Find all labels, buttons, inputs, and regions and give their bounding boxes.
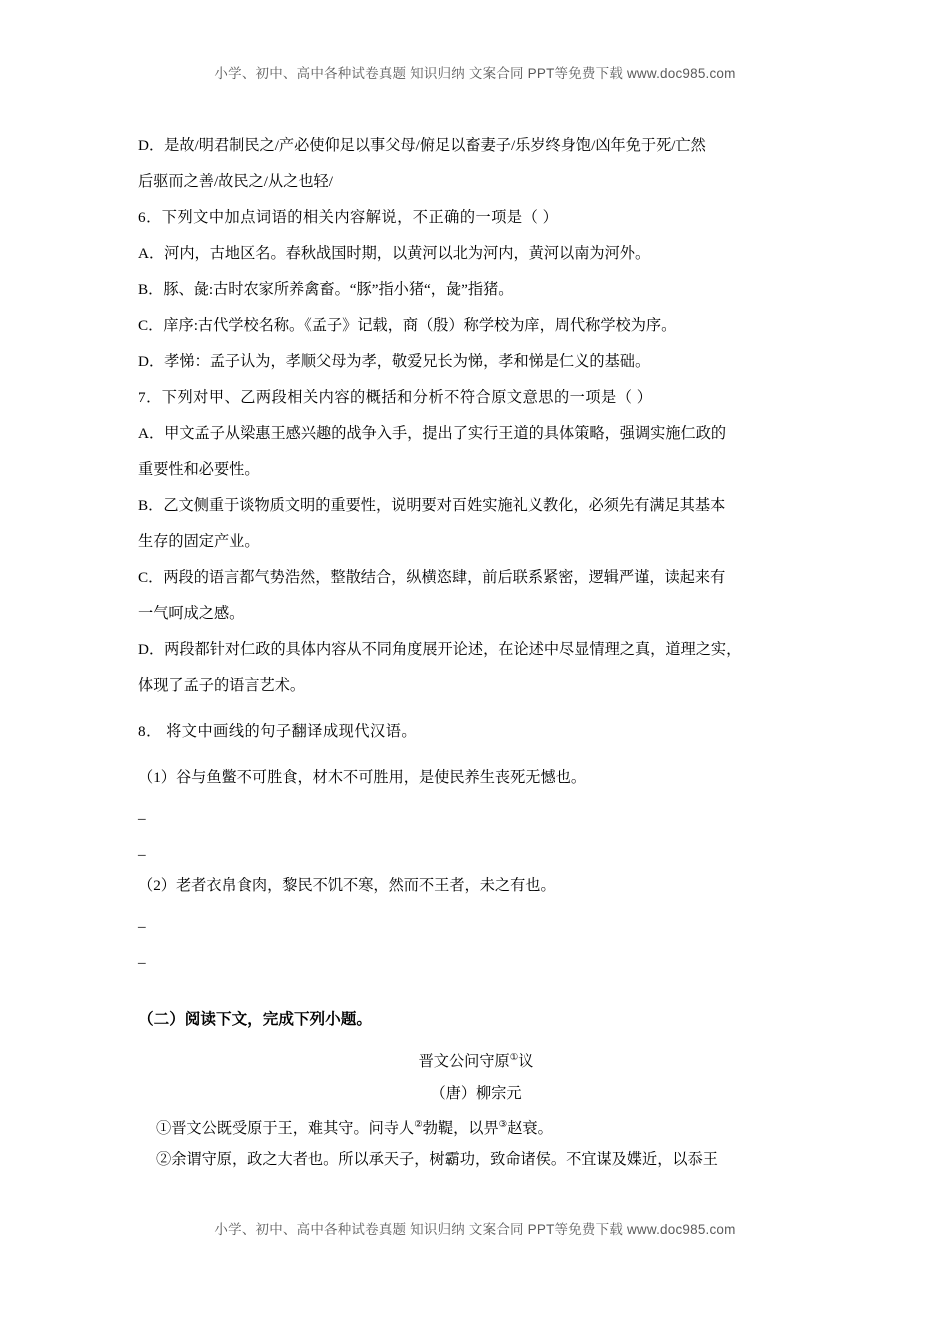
- footnote-marker-1: ①: [509, 1053, 519, 1063]
- footnote-marker-2: ②: [414, 1120, 423, 1131]
- spacer: [138, 976, 814, 1002]
- reading-passage-title: 晋文公问守原①议: [418, 1053, 534, 1071]
- question-7-stem: 7．下列对甲、乙两段相关内容的概括和分析不符合原文意思的一项是（ ）: [138, 389, 653, 406]
- question-6-stem: 6．下列文中加点词语的相关内容解说，不正确的一项是（ ）: [138, 209, 559, 226]
- question-7-option-a-line-1: A．甲文孟子从梁惠王感兴趣的战争入手，提出了实行王道的具体策略，强调实施仁政的: [138, 425, 727, 442]
- reading-passage-paragraph-1: ①晋文公既受原于王，难其守。问寺人②勃鞮，以畀③赵衰。: [156, 1120, 553, 1138]
- option-d-continued-line-1: D．是故/明君制民之/产必使仰足以事父母/俯足以畜妻子/乐岁终身饱/凶年免于死/亡然: [138, 137, 706, 154]
- question-8-item-2: （2）老者衣帛食肉，黎民不饥不寒，然而不王者，未之有也。: [138, 877, 556, 894]
- answer-blank-line[interactable]: _: [138, 841, 146, 858]
- document-content: [138, 128, 814, 1175]
- section-two-heading: （二）阅读下文，完成下列小题。: [138, 1011, 372, 1028]
- answer-blank-line[interactable]: _: [138, 805, 146, 822]
- reading-passage-author: （唐）柳宗元: [430, 1085, 522, 1103]
- answer-blank-line[interactable]: _: [138, 913, 146, 930]
- question-7-option-c-line-2: 一气呵成之感。: [138, 605, 245, 622]
- question-7-option-c-line-1: C．两段的语言都气势浩然，整散结合，纵横恣肆，前后联系紧密，逻辑严谨，读起来有: [138, 569, 726, 586]
- question-7-option-d-line-1: D．两段都针对仁政的具体内容从不同角度展开论述，在论述中尽显情理之真，道理之实，: [138, 641, 742, 658]
- question-7-option-d-line-2: 体现了孟子的语言艺术。: [138, 677, 306, 694]
- question-6-option-d: D．孝悌：孟子认为，孝顺父母为孝，敬爱兄长为悌，孝和悌是仁义的基础。: [138, 353, 651, 370]
- watermark-bottom: 小学、初中、高中各种试卷真题 知识归纳 文案合同 PPT等免费下载 www.doc985.com: [214, 1222, 736, 1237]
- footnote-marker-3: ③: [498, 1120, 508, 1131]
- watermark-top: 小学、初中、高中各种试卷真题 知识归纳 文案合同 PPT等免费下载 www.doc985.com: [214, 66, 736, 81]
- question-7-option-b-line-2: 生存的固定产业。: [138, 533, 260, 550]
- question-8-stem: 8． 将文中画线的句子翻译成现代汉语。: [138, 723, 418, 740]
- question-7-option-b-line-1: B．乙文侧重于谈物质文明的重要性，说明要对百姓实施礼义教化，必须先有满足其基本: [138, 497, 726, 514]
- spacer: [138, 704, 814, 714]
- question-8-item-1: （1）谷与鱼鳖不可胜食，材木不可胜用，是使民养生丧死无憾也。: [138, 769, 587, 786]
- reading-passage-paragraph-2: ②余谓守原，政之大者也。所以承天子，树霸功，致命诸侯。不宜谋及媟近，以忝王: [156, 1151, 718, 1169]
- question-7-option-a-line-2: 重要性和必要性。: [138, 461, 260, 478]
- option-d-continued-line-2: 后驱而之善/故民之/从之也轻/: [138, 173, 333, 190]
- question-6-option-b: B．豚、彘:古时农家所养禽畜。“豚”指小猪“，彘”指猪。: [138, 281, 514, 298]
- answer-blank-line[interactable]: _: [138, 949, 146, 966]
- question-6-option-a: A．河内，古地区名。春秋战国时期，以黄河以北为河内，黄河以南为河外。: [138, 245, 651, 262]
- question-6-option-c: C．庠序:古代学校名称。《孟子》记载，商（殷）称学校为庠，周代称学校为序。: [138, 317, 677, 334]
- spacer: [138, 750, 814, 760]
